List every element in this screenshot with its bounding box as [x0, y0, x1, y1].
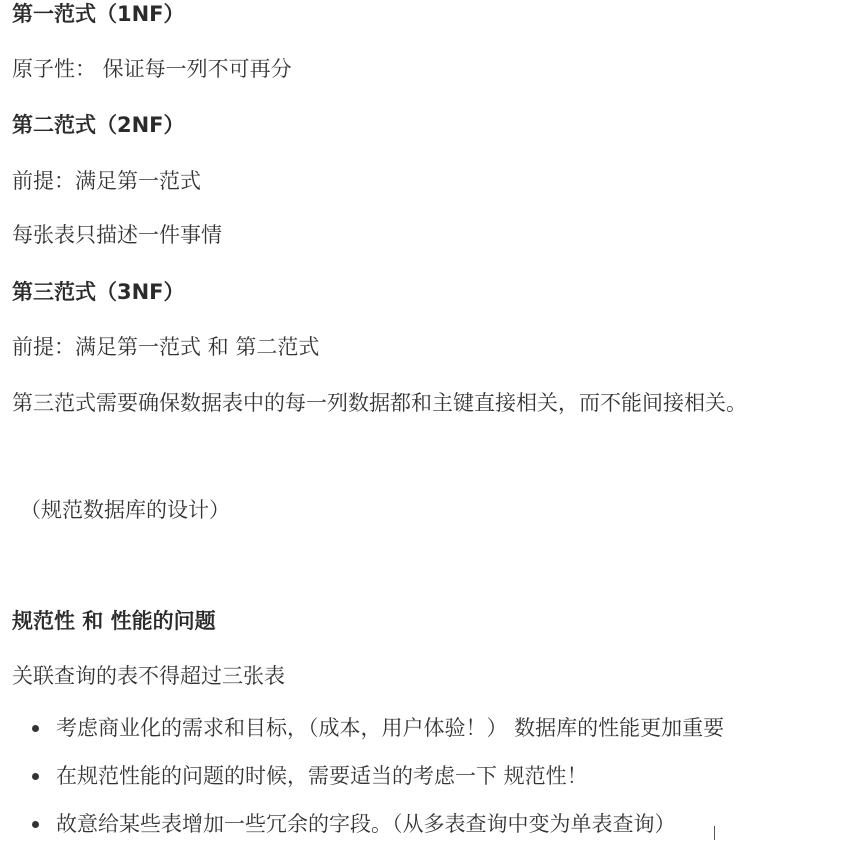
list-item	[12, 810, 724, 858]
bullet-dot-icon	[32, 773, 39, 780]
list-item-text: 故意给某些表增加一些冗余的字段。（从多表查询中变为单表查询）	[56, 812, 676, 836]
paragraph-2nf-premise: 前提：满足第一范式	[12, 169, 201, 193]
bullet-dot-icon	[32, 725, 39, 732]
bullet-dot-icon	[32, 821, 39, 828]
paragraph-3nf-description: 第三范式需要确保数据表中的每一列数据都和主键直接相关，而不能间接相关。	[12, 391, 747, 415]
list-item	[12, 762, 724, 810]
paragraph-atomicity: 原子性： 保证每一列不可再分	[12, 57, 292, 81]
heading-normalization-vs-performance: 规范性 和 性能的问题	[12, 609, 216, 633]
paragraph-join-limit: 关联查询的表不得超过三张表	[12, 664, 285, 688]
paragraph-design-note: （规范数据库的设计）	[20, 498, 230, 522]
text-cursor-icon	[714, 826, 717, 840]
performance-bullet-list	[12, 714, 724, 858]
list-item	[12, 714, 724, 762]
list-item-text: 考虑商业化的需求和目标，（成本，用户体验！） 数据库的性能更加重要	[56, 716, 725, 740]
heading-3nf: 第三范式（3NF）	[12, 280, 185, 304]
list-item-text: 在规范性能的问题的时候，需要适当的考虑一下 规范性！	[56, 764, 588, 788]
heading-2nf: 第二范式（2NF）	[12, 113, 185, 137]
heading-1nf: 第一范式（1NF）	[12, 2, 185, 26]
paragraph-2nf-single-thing: 每张表只描述一件事情	[12, 223, 222, 247]
paragraph-3nf-premise: 前提：满足第一范式 和 第二范式	[12, 335, 320, 359]
